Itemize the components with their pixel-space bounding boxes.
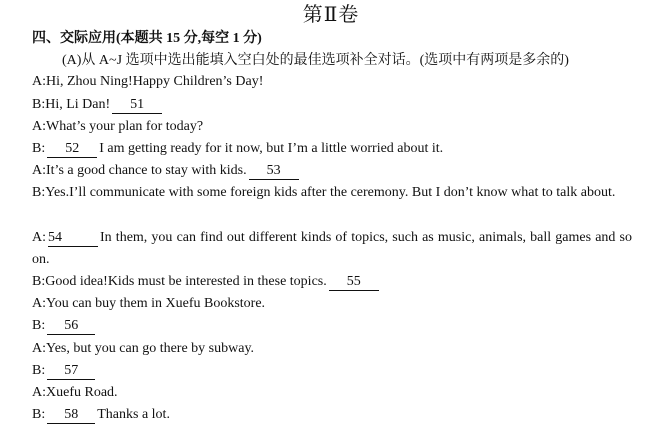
dialogue-line bbox=[32, 160, 632, 182]
dialogue-line bbox=[32, 182, 632, 204]
speaker-label: B: bbox=[32, 141, 46, 156]
speaker-label: B: bbox=[32, 363, 46, 378]
dialogue-line bbox=[32, 227, 632, 271]
dialogue-line bbox=[32, 94, 632, 116]
answer-blank[interactable]: 54 bbox=[48, 230, 98, 247]
answer-blank[interactable]: 57 bbox=[47, 363, 95, 380]
dialogue-line bbox=[32, 138, 632, 160]
line-text: What’s your plan for today? bbox=[46, 119, 204, 134]
dialogue-line bbox=[32, 271, 632, 293]
line-text: You can buy them in Xuefu Bookstore. bbox=[46, 296, 266, 311]
answer-blank[interactable]: 53 bbox=[249, 163, 299, 180]
dialogue-line bbox=[32, 338, 632, 360]
section-instruction: (A)从 A~J 选项中选出能填入空白处的最佳选项补全对话。(选项中有两项是多余的) bbox=[62, 53, 569, 68]
line-text: Xuefu Road. bbox=[46, 385, 118, 400]
dialogue-line bbox=[32, 116, 632, 138]
dialogue-line bbox=[32, 360, 632, 382]
speaker-label: A: bbox=[32, 230, 46, 245]
dialogue-line bbox=[32, 382, 632, 404]
speaker-label: B: bbox=[32, 97, 46, 112]
line-text: Yes.I’ll communicate with some foreign kids after the ceremony. But I don’t know what to talk about. bbox=[45, 185, 616, 200]
dialogue-line bbox=[32, 404, 632, 426]
answer-blank[interactable]: 51 bbox=[112, 97, 162, 114]
line-text: I am getting ready for it now, but I’m a little worried about it. bbox=[99, 141, 444, 156]
speaker-label: A: bbox=[32, 296, 46, 311]
speaker-label: B: bbox=[32, 407, 46, 422]
line-text: Thanks a lot. bbox=[97, 407, 170, 422]
line-text: Yes, but you can go there by subway. bbox=[46, 341, 255, 356]
answer-blank[interactable]: 55 bbox=[329, 274, 379, 291]
section-heading: 四、交际应用(本题共 15 分,每空 1 分) bbox=[32, 31, 262, 46]
speaker-label: A: bbox=[32, 74, 46, 89]
line-text: It’s a good chance to stay with kids. bbox=[46, 163, 247, 178]
dialogue-line bbox=[32, 71, 632, 93]
line-text: Good idea!Kids must be interested in these topics. bbox=[45, 274, 327, 289]
speaker-label: B: bbox=[32, 318, 46, 333]
speaker-label: B: bbox=[32, 274, 46, 289]
dialogue-line bbox=[32, 315, 632, 337]
speaker-label: A: bbox=[32, 163, 46, 178]
dialogue-line bbox=[32, 293, 632, 315]
answer-blank[interactable]: 52 bbox=[47, 141, 97, 158]
speaker-label: B: bbox=[32, 185, 46, 200]
line-text: In them, you can find out different kinds of topics, such as music, animals, ball games and so on. bbox=[32, 230, 632, 267]
speaker-label: A: bbox=[32, 385, 46, 400]
speaker-label: A: bbox=[32, 119, 46, 134]
answer-blank[interactable]: 58 bbox=[47, 407, 95, 424]
line-text: Hi, Zhou Ning!Happy Children’s Day! bbox=[46, 74, 264, 89]
paper-title: 第Ⅱ卷 bbox=[302, 4, 360, 26]
line-text: Hi, Li Dan! bbox=[45, 97, 111, 112]
answer-blank[interactable]: 56 bbox=[47, 318, 95, 335]
speaker-label: A: bbox=[32, 341, 46, 356]
